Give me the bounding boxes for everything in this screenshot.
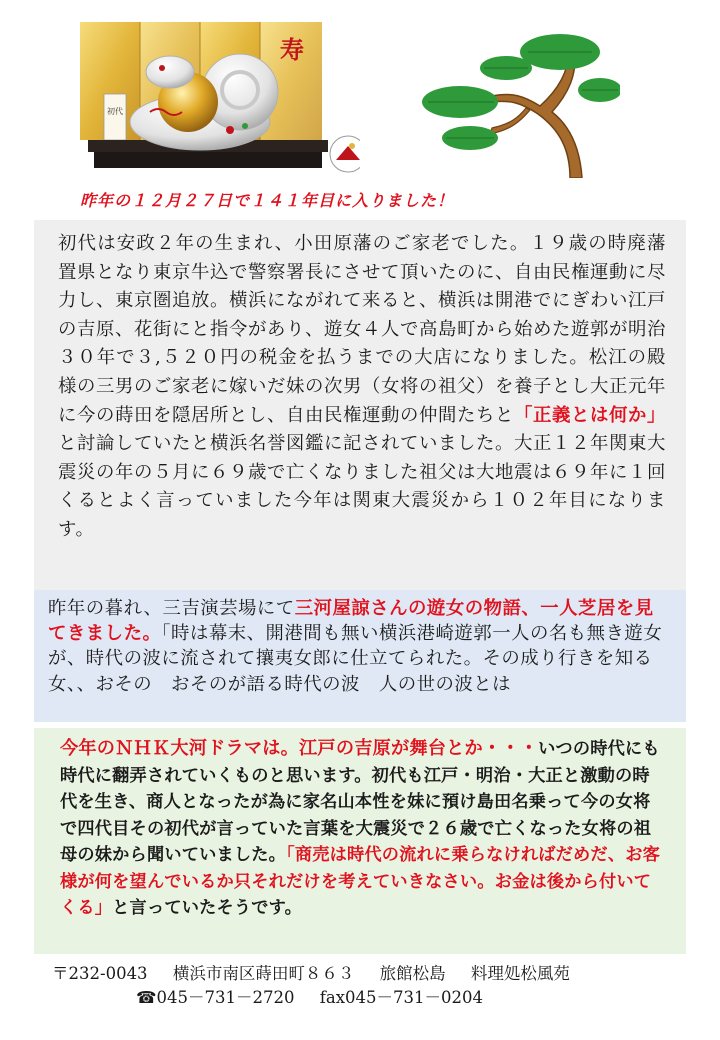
- contact-row: [40, 986, 680, 1010]
- address-row: [40, 962, 680, 986]
- theater-text: 昨年の暮れ、三吉演芸場にて: [48, 598, 295, 619]
- history-text: 初代は安政２年の生まれ、小田原藩のご家老でした。１９歳の時廃藩置県となり東京牛込で警察署長にさせて頂いたのに、自由民権運動に尽力し、東京圏追放。横浜にながれて来ると、横浜は開港でにぎわい江戸の吉原、花街にと指令があり、遊女４人で高島町から始めた遊郭が明治３０年で３,５２０円の税金を払うまでの大店になりました。松江の殿様の三男のご家老に嫁いだ妹の次男（女将の祖父）を養子とし大正元年に今の蒔田を隠居所とし、自由民権運動の仲間たちと: [58, 233, 666, 426]
- drama-text: いつの時代にも時代に翻弄されていくものと思います。初代も江戸・明治・大正と激動の時代を生き、商人となったが為に家名山本性を妹に預け島田名乗って今の女将で四代目その初代が言っていた言葉を大震災で２６歳で亡くなった女将の祖母の妹から聞いていました。: [60, 739, 660, 865]
- theater-section: [34, 590, 686, 722]
- phone-number[interactable]: ☎045－731－2720: [136, 988, 295, 1007]
- theater-text-end: 「時は幕末、開港間も無い横浜港崎遊郭一人の名も無き遊女が、時代の波に流されて攘夷女郎に仕立てられた。その成り行きを知る女、、おその おそのが語る時代の波 人の世の波とは: [48, 623, 663, 695]
- drama-lead: 今年のＮＨＫ大河ドラマは。江戸の吉原が舞台とか・・・: [60, 738, 539, 759]
- pine-tree-illustration: [420, 30, 620, 178]
- history-section: [34, 220, 686, 590]
- history-text-end: と討論していたと横浜名誉図鑑に記されていました。大正１２年関東大震災の年の５月に６９歳で亡くなりました祖父は大地震は６９年に１回くるとよく言っていました今年は関東大震災から１０２年目になります。: [58, 433, 666, 540]
- address: 横浜市南区蒔田町８６３: [172, 964, 355, 983]
- svg-text:寿: 寿: [280, 35, 304, 64]
- svg-text:初代: 初代: [107, 107, 123, 116]
- snake-figurine-illustration: [80, 22, 360, 174]
- history-highlight: 「正義とは何か」: [514, 404, 666, 426]
- fax-number: fax045－731－0204: [319, 988, 484, 1007]
- ryokan-name: 旅館松島: [379, 964, 446, 983]
- drama-section: [34, 728, 686, 954]
- contact-footer: [40, 962, 680, 1010]
- theater-highlight: 三河屋諒さんの遊女の物語、一人芝居を見てきました。: [48, 598, 654, 645]
- postal-code: 〒232-0043: [52, 964, 148, 983]
- theater-paragraph: [48, 596, 666, 697]
- drama-quote: 「商売は時代の流れに乗らなければだめだ、お客様が何を望んでいるか只それだけを考えていきなさい。お金は後から付いてくる」: [60, 845, 660, 918]
- drama-paragraph: [60, 736, 666, 922]
- restaurant-name: 料理処松風苑: [470, 964, 570, 983]
- history-paragraph: [58, 230, 666, 545]
- page-heading: 昨年の１２月２７日で１４１年目に入りました！: [80, 191, 455, 210]
- drama-text-end: と言っていたそうです。: [112, 898, 303, 918]
